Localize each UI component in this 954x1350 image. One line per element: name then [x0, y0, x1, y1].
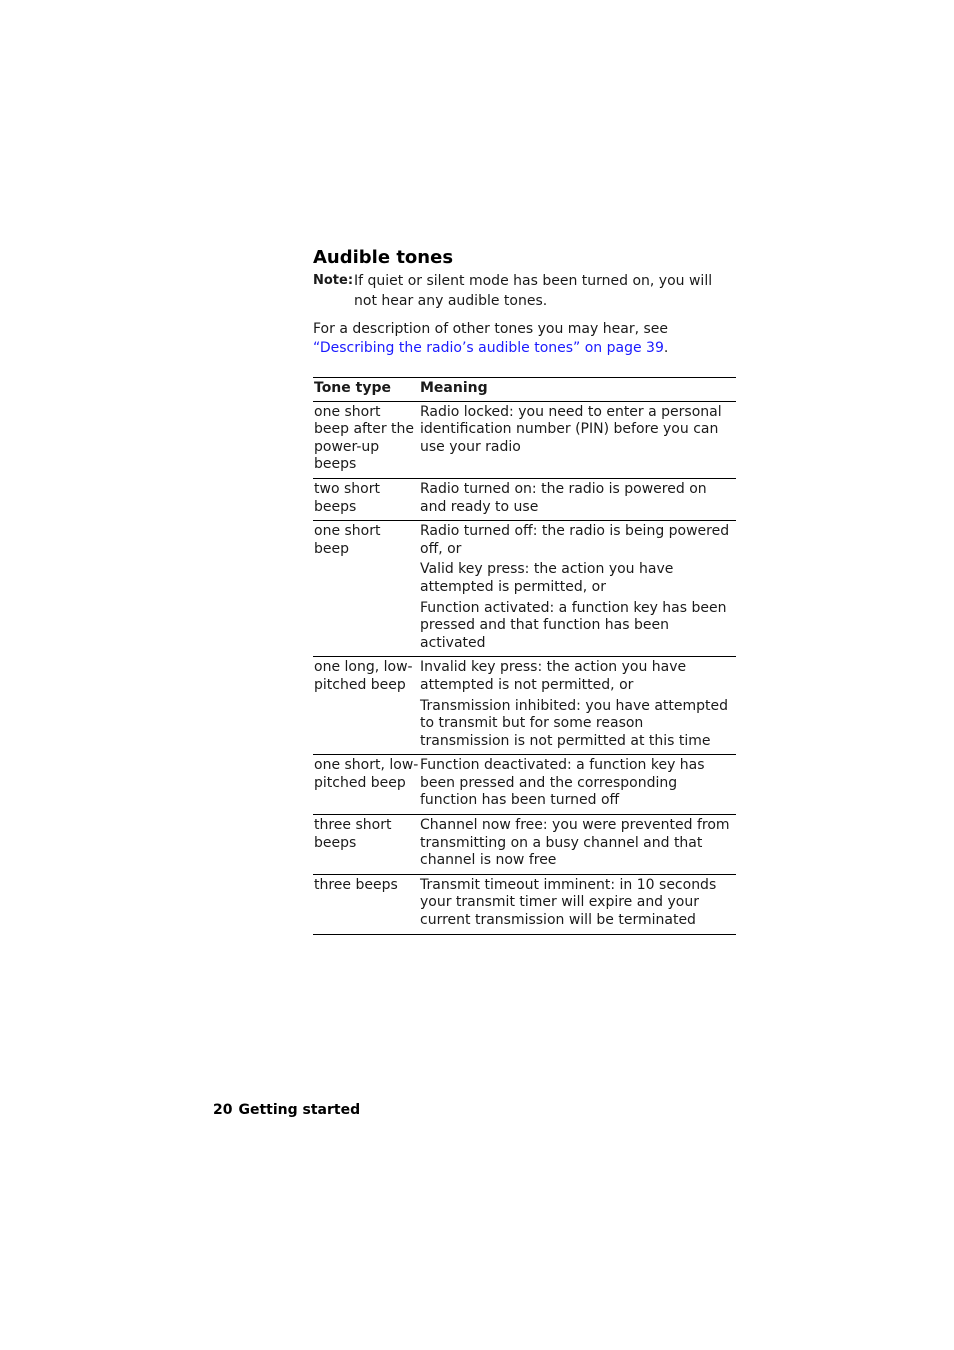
tone-type-cell: one short beep: [313, 521, 419, 657]
table-row: [313, 478, 736, 520]
table-row: [313, 815, 736, 875]
note-label: Note:: [313, 273, 354, 288]
table-row: [313, 521, 736, 657]
note: [313, 271, 736, 311]
meaning-cell: [419, 874, 736, 934]
table-row: [313, 657, 736, 755]
meaning-text: Transmission inhibited: you have attempted to transmit but for some reason transmission is not permitted at this time: [420, 697, 729, 749]
table-row: [313, 401, 736, 478]
column-header-tone-type: Tone type: [313, 378, 419, 402]
table-header-row: [313, 378, 736, 402]
table-body: [313, 401, 736, 934]
meaning-text: Channel now free: you were prevented from transmitting on a busy channel and that channel is now free: [420, 817, 730, 869]
column-header-meaning: Meaning: [419, 378, 736, 402]
table-row: [313, 874, 736, 934]
page-content: [313, 246, 736, 935]
tone-type-cell: one short beep after the power-up beeps: [313, 401, 419, 478]
meaning-text: Radio turned on: the radio is powered on and ready to use: [420, 480, 707, 515]
intro-end: .: [663, 340, 669, 356]
table-row: [313, 755, 736, 815]
audible-tones-table: [313, 377, 736, 935]
meaning-text: Transmit timeout imminent: in 10 seconds your transmit timer will expire and your current transmission will be terminated: [420, 876, 717, 929]
meaning-text: Function deactivated: a function key has been pressed and the corresponding function has been turned off: [420, 757, 705, 809]
meaning-cell: [419, 755, 736, 815]
meaning-cell: [419, 815, 736, 875]
tone-type-cell: three short beeps: [313, 815, 419, 875]
tone-type-cell: one short, low-pitched beep: [313, 755, 419, 815]
tone-type-cell: two short beeps: [313, 478, 419, 520]
cross-reference-link[interactable]: “Describing the radio’s audible tones” on page 39: [313, 340, 664, 356]
meaning-cell: [419, 401, 736, 478]
meaning-text: Function activated: a function key has been pressed and that function has been activated: [420, 599, 727, 651]
meaning-cell: [419, 521, 736, 657]
meaning-text: Invalid key press: the action you have attempted is not permitted, or: [420, 659, 687, 693]
page-footer: [213, 1102, 360, 1118]
intro-paragraph: [313, 320, 736, 358]
meaning-cell: [419, 478, 736, 520]
meaning-text: Valid key press: the action you have attempted is permitted, or: [420, 561, 674, 595]
meaning-cell: [419, 657, 736, 755]
chapter-name: Getting started: [238, 1102, 361, 1118]
tone-type-cell: three beeps: [313, 874, 419, 934]
meaning-text: Radio turned off: the radio is being powered off, or: [420, 523, 730, 557]
meaning-text: Radio locked: you need to enter a personal identification number (PIN) before you can use your radio: [420, 403, 722, 455]
intro-text: For a description of other tones you may hear, see: [313, 321, 668, 337]
note-text: If quiet or silent mode has been turned on, you will not hear any audible tones.: [354, 273, 713, 309]
section-title: Audible tones: [313, 247, 454, 268]
page-number: 20: [213, 1102, 233, 1118]
tone-type-cell: one long, low-pitched beep: [313, 657, 419, 755]
